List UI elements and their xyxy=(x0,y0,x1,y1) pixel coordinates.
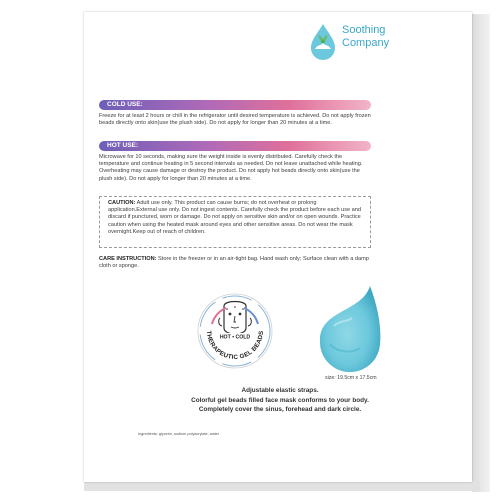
feature-item: Adjustable elastic straps. xyxy=(241,387,319,394)
brand-line-2: Company xyxy=(342,37,390,49)
care-text: Store in the freezer or in an air-tight bag. Hand wash only; Surface clean with a damp cloth or sponge. xyxy=(99,256,369,270)
ingredients-text: Ingredients: glycerin ,sodium polyacrylate, water xyxy=(138,432,220,436)
badge-arc-text: THERAPEUTIC GEL BEADS xyxy=(204,330,266,362)
box-side-panel xyxy=(472,14,490,492)
therapeutic-gel-beads-badge xyxy=(196,292,274,370)
care-instruction xyxy=(99,256,371,270)
cold-use-heading: COLD USE: xyxy=(99,100,371,110)
caution-box xyxy=(99,196,371,248)
feature-item: Completely cover the sinus, forehead and dark circle. xyxy=(198,406,362,413)
gel-droplet-icon xyxy=(300,282,400,372)
size-label: size: 19.5cm x 17.5cm xyxy=(325,375,377,381)
brand-line-1: Soothing xyxy=(342,24,386,36)
feature-list xyxy=(130,386,430,415)
hot-use-heading: HOT USE: xyxy=(99,141,371,151)
box-bottom-edge xyxy=(84,481,480,491)
brand-logo xyxy=(306,18,396,60)
hot-cold-label: HOT • COLD xyxy=(219,334,251,341)
brand-name xyxy=(342,24,412,50)
face-mask-icon xyxy=(219,302,252,335)
feature-item: Colorful gel beads filled face mask conforms to your body. xyxy=(191,396,369,404)
care-label: CARE INSTRUCTION: xyxy=(99,256,157,262)
hot-use-text: Microwave for 10 seconds, making sure the weight inside is evenly distributed. Carefully check the temperature and continue heating in 5 second intervals as needed. Do not leave unattached while heating. Overheating may cause damage or destroy the product. Do not apply hot beads directly onto skin(use the plush side). Do not apply for longer than 20 minutes at a time. xyxy=(99,154,363,182)
cold-use-text: Freeze for at least 2 hours or chill in the refrigerator until desired temperature is achieved. Do not apply frozen beads directly onto skin(use the plush side). Do not apply for longer than 20 minutes at a time. xyxy=(99,113,371,127)
water-drop-logo-icon xyxy=(306,22,340,60)
caution-label: CAUTION: xyxy=(108,200,136,206)
caution-text: Adult use only. This product can cause burns; do not overheat or prolong application.External use only. Do not ingest contents. Carefully check the product before each use and discard if punctured, worn or damage. Do not apply on sensitive skin and/or on open wounds. Practice caution when using the heated mask around eyes and other sensitive areas. Do not wear the mask overnight.Keep out of reach of children. xyxy=(108,200,362,235)
